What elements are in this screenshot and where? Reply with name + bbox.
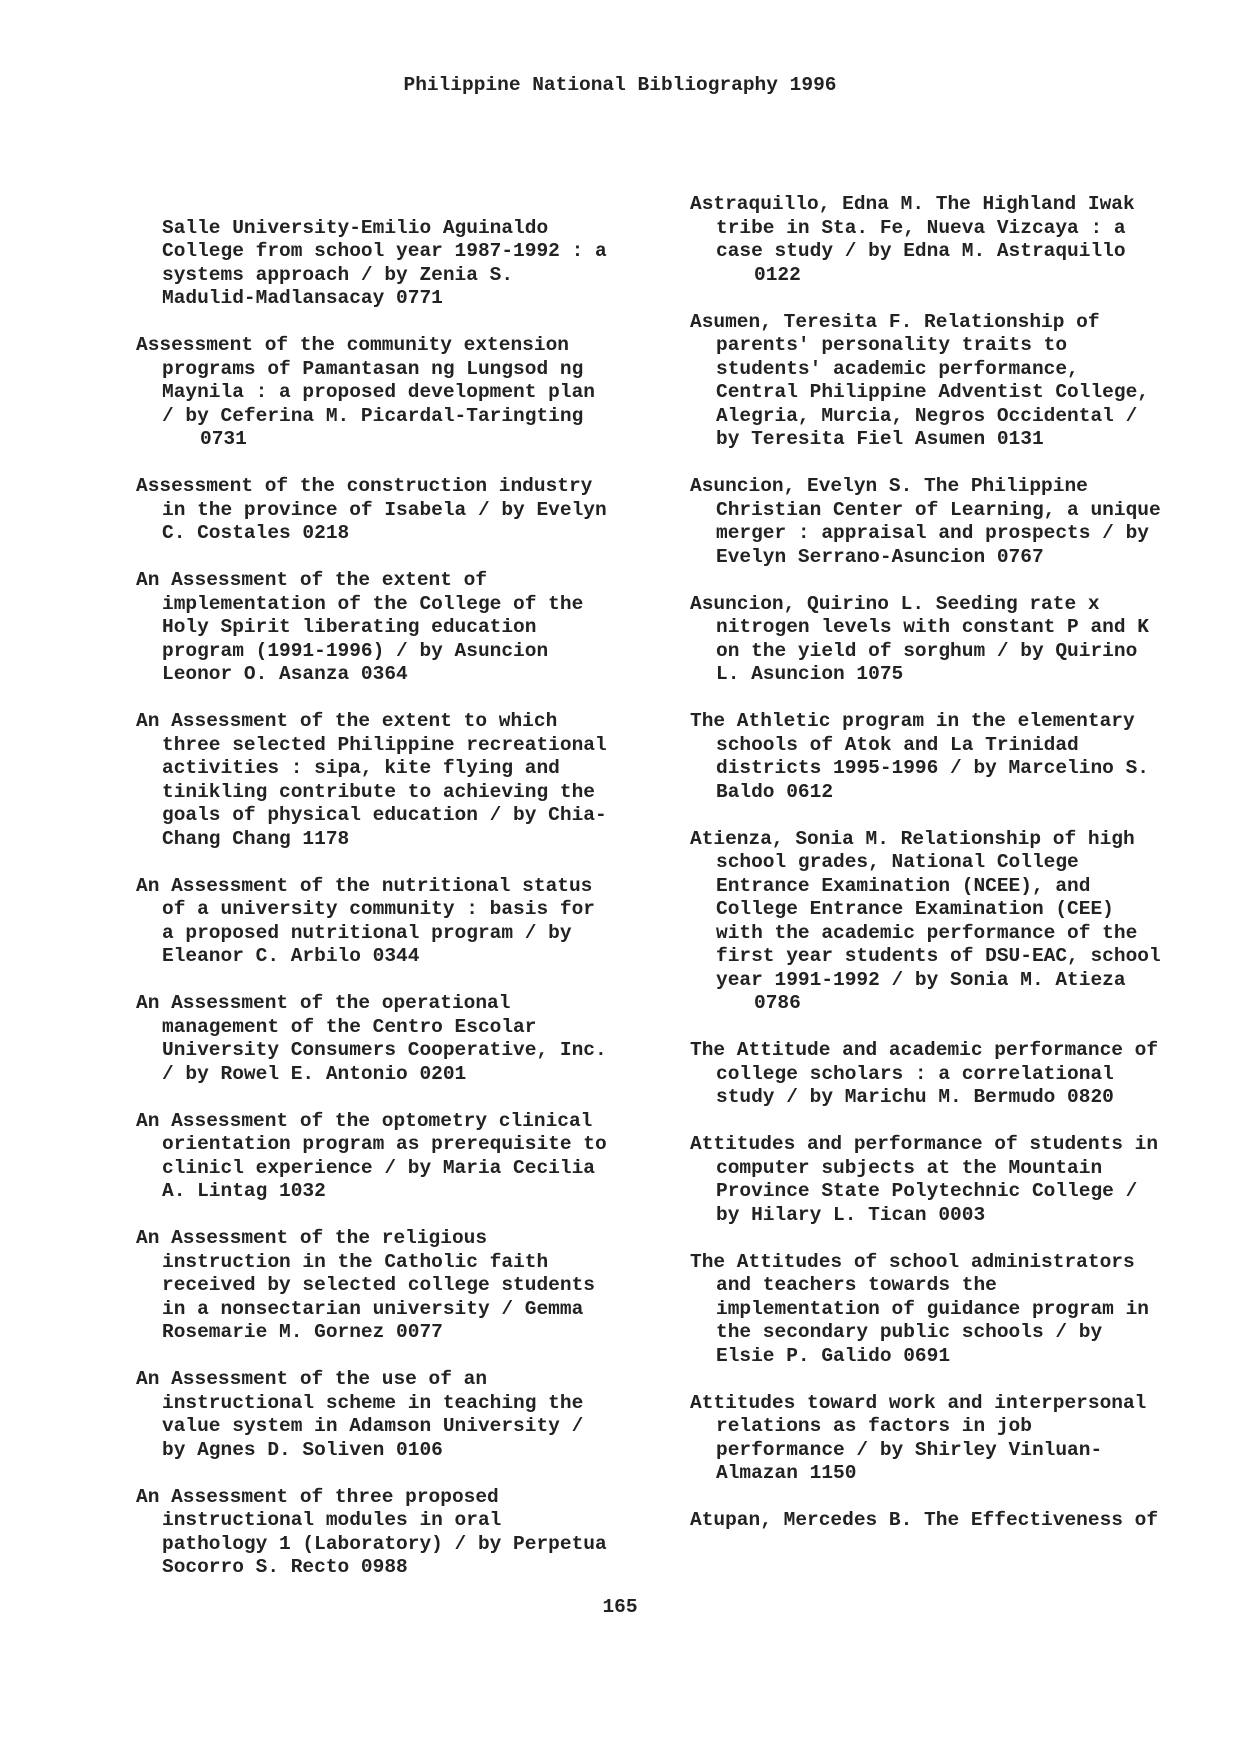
entry-continuation-line: nitrogen levels with constant P and K bbox=[716, 616, 1149, 638]
entry-heading-line: Asumen, Teresita F. Relationship of bbox=[690, 310, 1100, 333]
entry-continuation-line: Salle University-Emilio Aguinaldo bbox=[162, 216, 549, 239]
entry-continuation-line: Baldo 0612 bbox=[716, 780, 834, 803]
entry-continuation-line: tinikling contribute to achieving the bbox=[162, 780, 595, 803]
bibliography-entry bbox=[136, 1486, 696, 1580]
entry-heading-line: Asuncion, Evelyn S. The Philippine bbox=[690, 475, 1088, 497]
bibliography-entry bbox=[690, 1251, 1240, 1369]
entry-continuation-line: management of the Centro Escolar bbox=[162, 1015, 537, 1038]
bibliography-entry bbox=[690, 593, 1240, 687]
entry-continuation-line: by Hilary L. Tican 0003 bbox=[716, 1203, 986, 1226]
entry-continuation-line: merger : appraisal and prospects / by bbox=[716, 522, 1149, 544]
entry-continuation-line: clinicl experience / by Maria Cecilia bbox=[162, 1156, 595, 1179]
entry-continuation-line: a proposed nutritional program / by bbox=[162, 921, 572, 944]
entry-heading-line: An Assessment of the use of an bbox=[136, 1368, 488, 1390]
entry-continuation-line: by Teresita Fiel Asumen 0131 bbox=[716, 428, 1044, 450]
entry-accession-number: 0731 bbox=[200, 428, 247, 450]
entry-heading-line: Asuncion, Quirino L. Seeding rate x bbox=[690, 592, 1100, 615]
entry-heading-line: The Attitude and academic performance of bbox=[690, 1039, 1159, 1061]
entry-continuation-line: Elsie P. Galido 0691 bbox=[716, 1344, 951, 1367]
entry-continuation-line: Maynila : a proposed development plan bbox=[162, 381, 595, 403]
entry-heading-line: An Assessment of the operational bbox=[136, 992, 511, 1014]
bibliography-entry bbox=[136, 1110, 696, 1204]
entry-continuation-line: Madulid-Madlansacay 0771 bbox=[162, 287, 443, 309]
entry-continuation-line: / by Rowel E. Antonio 0201 bbox=[162, 1062, 467, 1085]
entry-continuation-line: program (1991-1996) / by Asuncion bbox=[162, 639, 549, 662]
entry-continuation-line: instructional modules in oral bbox=[162, 1509, 502, 1531]
entry-continuation-line: Holy Spirit liberating education bbox=[162, 616, 537, 638]
bibliography-entry bbox=[690, 828, 1240, 1016]
entry-continuation-line: instruction in the Catholic faith bbox=[162, 1250, 549, 1273]
entry-heading-line: Atupan, Mercedes B. The Effectiveness of bbox=[690, 1509, 1159, 1531]
bibliography-entry bbox=[136, 875, 696, 969]
bibliography-entry bbox=[690, 193, 1240, 287]
right-column bbox=[690, 193, 1240, 1556]
entry-blank-line bbox=[136, 193, 696, 217]
entry-continuation-line: relations as factors in job bbox=[716, 1415, 1032, 1437]
entry-continuation-line: parents' personality traits to bbox=[716, 334, 1068, 356]
bibliography-entry bbox=[690, 710, 1240, 804]
entry-heading-line: Attitudes toward work and interpersonal bbox=[690, 1391, 1147, 1414]
entry-continuation-line: tribe in Sta. Fe, Nueva Vizcaya : a bbox=[716, 216, 1126, 239]
entry-continuation-line: University Consumers Cooperative, Inc. bbox=[162, 1039, 607, 1061]
entry-continuation-line: Central Philippine Adventist College, bbox=[716, 381, 1149, 403]
entry-continuation-line: systems approach / by Zenia S. bbox=[162, 263, 514, 286]
entry-heading-line: The Athletic program in the elementary bbox=[690, 710, 1135, 732]
bibliography-entry bbox=[690, 1392, 1240, 1486]
entry-continuation-line: instructional scheme in teaching the bbox=[162, 1391, 584, 1414]
entry-continuation-line: by Agnes D. Soliven 0106 bbox=[162, 1438, 443, 1461]
bibliography-entry bbox=[136, 992, 696, 1086]
entry-continuation-line: Leonor O. Asanza 0364 bbox=[162, 663, 408, 685]
entry-continuation-line: districts 1995-1996 / by Marcelino S. bbox=[716, 757, 1149, 779]
bibliography-entry bbox=[690, 475, 1240, 569]
entry-heading-line: An Assessment of the extent of bbox=[136, 569, 488, 591]
entry-continuation-line: in the province of Isabela / by Evelyn bbox=[162, 498, 607, 521]
entry-continuation-line: C. Costales 0218 bbox=[162, 522, 350, 544]
entry-continuation-line: Evelyn Serrano-Asuncion 0767 bbox=[716, 545, 1044, 568]
entry-continuation-line: programs of Pamantasan ng Lungsod ng bbox=[162, 357, 584, 380]
bibliography-entry bbox=[136, 334, 696, 452]
entry-heading-line: Assessment of the community extension bbox=[136, 334, 569, 356]
entry-heading-line: Attitudes and performance of students in bbox=[690, 1133, 1159, 1155]
entry-continuation-line: activities : sipa, kite flying and bbox=[162, 757, 560, 779]
bibliography-entry bbox=[690, 1039, 1240, 1110]
entry-continuation-line: Province State Polytechnic College / bbox=[716, 1180, 1138, 1202]
entry-continuation-line: three selected Philippine recreational bbox=[162, 733, 607, 756]
bibliography-entry bbox=[690, 1509, 1240, 1533]
entry-continuation-line: / by Ceferina M. Picardal-Taringting bbox=[162, 404, 584, 427]
entry-continuation-line: implementation of guidance program in bbox=[716, 1297, 1149, 1320]
entry-heading-line: An Assessment of three proposed bbox=[136, 1485, 499, 1508]
entry-heading-line: The Attitudes of school administrators bbox=[690, 1250, 1135, 1273]
bibliography-entry bbox=[136, 1227, 696, 1345]
entry-continuation-line: A. Lintag 1032 bbox=[162, 1180, 326, 1202]
entry-continuation-line: Alegria, Murcia, Negros Occidental / bbox=[716, 404, 1138, 427]
entry-heading-line: Astraquillo, Edna M. The Highland Iwak bbox=[690, 193, 1135, 215]
page-number: 165 bbox=[602, 1596, 638, 1618]
bibliography-entry bbox=[136, 569, 696, 687]
entry-continuation-line: students' academic performance, bbox=[716, 357, 1079, 380]
entry-continuation-line: college scholars : a correlational bbox=[716, 1062, 1114, 1085]
entry-continuation-line: schools of Atok and La Trinidad bbox=[716, 733, 1079, 756]
entry-continuation-line: value system in Adamson University / bbox=[162, 1415, 584, 1437]
entry-heading-line: An Assessment of the optometry clinical bbox=[136, 1109, 593, 1132]
bibliography-entry bbox=[136, 193, 696, 311]
entry-continuation-line: goals of physical education / by Chia- bbox=[162, 804, 607, 826]
entry-continuation-line: received by selected college students bbox=[162, 1274, 595, 1296]
entry-continuation-line: College from school year 1987-1992 : a bbox=[162, 240, 607, 262]
entry-continuation-line: L. Asuncion 1075 bbox=[716, 663, 904, 685]
entry-continuation-line: Chang Chang 1178 bbox=[162, 827, 350, 850]
entry-continuation-line: study / by Marichu M. Bermudo 0820 bbox=[716, 1086, 1114, 1108]
bibliography-entry bbox=[136, 710, 696, 851]
left-column bbox=[136, 193, 696, 1603]
entry-heading-line: Assessment of the construction industry bbox=[136, 475, 593, 497]
entry-continuation-line: in a nonsectarian university / Gemma bbox=[162, 1297, 584, 1320]
bibliography-entry bbox=[136, 475, 696, 546]
bibliography-entry bbox=[136, 1368, 696, 1462]
entry-continuation-line: College Entrance Examination (CEE) bbox=[716, 898, 1114, 920]
entry-continuation-line: with the academic performance of the bbox=[716, 921, 1138, 944]
running-head: Philippine National Bibliography 1996 bbox=[403, 74, 837, 96]
entry-continuation-line: first year students of DSU-EAC, school bbox=[716, 945, 1161, 967]
entry-continuation-line: of a university community : basis for bbox=[162, 898, 595, 920]
entry-continuation-line: and teachers towards the bbox=[716, 1274, 997, 1296]
entry-heading-line: An Assessment of the religious bbox=[136, 1227, 488, 1249]
bibliography-entry bbox=[690, 311, 1240, 452]
entry-continuation-line: Eleanor C. Arbilo 0344 bbox=[162, 945, 420, 967]
entry-continuation-line: Rosemarie M. Gornez 0077 bbox=[162, 1321, 443, 1343]
entry-continuation-line: Christian Center of Learning, a unique bbox=[716, 498, 1161, 521]
entry-continuation-line: school grades, National College bbox=[716, 851, 1079, 873]
entry-continuation-line: orientation program as prerequisite to bbox=[162, 1133, 607, 1155]
entry-continuation-line: Almazan 1150 bbox=[716, 1462, 857, 1484]
entry-continuation-line: performance / by Shirley Vinluan- bbox=[716, 1438, 1103, 1461]
entry-accession-number: 0122 bbox=[754, 263, 801, 286]
entry-continuation-line: case study / by Edna M. Astraquillo bbox=[716, 240, 1126, 262]
entry-continuation-line: year 1991-1992 / by Sonia M. Atieza bbox=[716, 968, 1126, 991]
entry-continuation-line: Entrance Examination (NCEE), and bbox=[716, 874, 1091, 897]
entry-heading-line: Atienza, Sonia M. Relationship of high bbox=[690, 827, 1135, 850]
entry-continuation-line: pathology 1 (Laboratory) / by Perpetua bbox=[162, 1532, 607, 1555]
entry-heading-line: An Assessment of the extent to which bbox=[136, 710, 558, 732]
entry-continuation-line: Socorro S. Recto 0988 bbox=[162, 1556, 408, 1578]
entry-continuation-line: on the yield of sorghum / by Quirino bbox=[716, 639, 1138, 662]
entry-continuation-line: the secondary public schools / by bbox=[716, 1321, 1103, 1343]
bibliography-entry bbox=[690, 1133, 1240, 1227]
entry-accession-number: 0786 bbox=[754, 992, 801, 1014]
entry-continuation-line: computer subjects at the Mountain bbox=[716, 1156, 1103, 1179]
entry-heading-line: An Assessment of the nutritional status bbox=[136, 874, 593, 897]
entry-continuation-line: implementation of the College of the bbox=[162, 592, 584, 615]
